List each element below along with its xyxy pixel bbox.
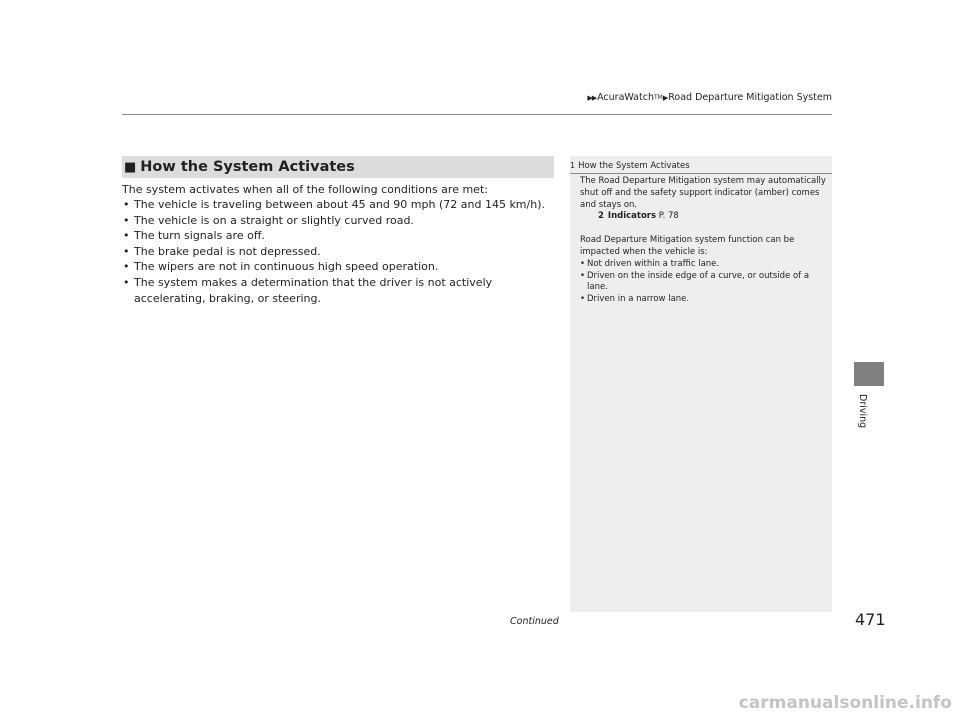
breadcrumb [587, 92, 832, 103]
watermark: carmanualsonline.info [738, 693, 952, 713]
bullet-icon: • [580, 270, 586, 281]
sidebar-list [580, 259, 826, 306]
bullet-icon: • [580, 258, 586, 269]
chapter-label: Driving [857, 394, 868, 429]
section-title: How the System Activates [140, 159, 355, 175]
list-item [580, 259, 826, 271]
breadcrumb-item-acurawatch[interactable]: AcuraWatch [597, 92, 654, 103]
header-divider [122, 114, 832, 115]
list-item-text: The brake pedal is not depressed. [134, 244, 321, 258]
list-item [122, 228, 552, 244]
list-item-text: Driven on the inside edge of a curve, or outside of a lane. [587, 270, 810, 293]
list-item-text: Not driven within a traffic lane. [587, 258, 720, 269]
chapter-tab[interactable] [854, 362, 884, 386]
list-item [122, 244, 552, 260]
list-item-text: The wipers are not in continuous high speed operation. [134, 260, 439, 274]
list-item [122, 259, 552, 275]
breadcrumb-arrow-icon: ▶▶ [587, 93, 597, 102]
sidebar-heading-text: How the System Activates [578, 160, 690, 171]
bullet-icon: • [123, 260, 130, 274]
bullet-icon: • [123, 275, 130, 289]
list-item [580, 271, 826, 295]
bullet-icon: • [123, 244, 130, 258]
list-item-text: The vehicle is on a straight or slightly curved road. [134, 213, 414, 227]
sidebar-heading [570, 158, 832, 174]
reference-arrow-icon: 2 [598, 211, 604, 222]
breadcrumb-separator-icon: ▶ [662, 93, 668, 102]
sidebar-body [580, 176, 826, 306]
spacer [580, 223, 826, 235]
section-heading-bar [122, 156, 554, 178]
bullet-icon: • [580, 294, 586, 305]
reference-label[interactable]: Indicators [607, 211, 657, 222]
list-item [122, 213, 552, 229]
list-item [580, 294, 826, 306]
breadcrumb-item-road-departure[interactable]: Road Departure Mitigation System [668, 92, 832, 103]
sidebar-paragraph: The Road Departure Mitigation system may automatically shut off and the safety support indicator (amber) comes and stays on. [580, 176, 826, 210]
list-item-text: Driven in a narrow lane. [587, 294, 690, 305]
cross-reference-link[interactable] [580, 211, 826, 223]
trademark-mark: TM [653, 94, 663, 101]
intro-text: The system activates when all of the following conditions are met: [122, 183, 488, 196]
list-item-text: The turn signals are off. [134, 229, 265, 243]
bullet-icon: • [123, 213, 130, 227]
page-number: 471 [855, 610, 886, 629]
sidebar-note [570, 156, 832, 612]
list-item [122, 197, 552, 213]
note-number-icon: 1 [570, 161, 576, 170]
reference-page[interactable]: P. 78 [658, 211, 679, 222]
continued-label: Continued [510, 616, 559, 627]
conditions-list [122, 197, 552, 306]
bullet-icon: • [123, 229, 130, 243]
list-item-text: The vehicle is traveling between about 45 and 90 mph (72 and 145 km/h). [134, 198, 545, 211]
section-marker-icon: ■ [124, 159, 137, 175]
sidebar-paragraph: Road Departure Mitigation system function can be impacted when the vehicle is: [580, 235, 795, 257]
list-item-text: The system makes a determination that the driver is not actively accelerating, braking, or steering. [134, 275, 493, 305]
bullet-icon: • [123, 198, 130, 211]
list-item [122, 275, 552, 306]
